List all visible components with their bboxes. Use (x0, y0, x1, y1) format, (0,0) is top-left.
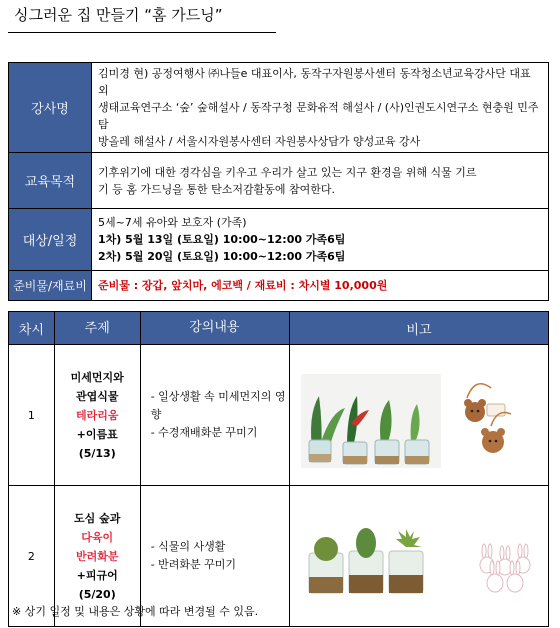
supplies-value: 준비물 : 장갑, 앞치마, 에코백 / 재료비 : 차시별 10,000원 (92, 271, 549, 301)
page-title: 싱그러운 집 만들기 “홈 가드닝” (14, 6, 223, 24)
succulent-photo (291, 487, 547, 625)
session-topic: 도심 숲과 다육이 반려화분 +피규어 (5/20) (54, 486, 140, 627)
session-photo-cell (289, 486, 548, 627)
session-photo-cell (289, 345, 548, 486)
schedule-table (8, 311, 549, 627)
purpose-value: 기후위기에 대한 경각심을 키우고 우리가 살고 있는 지구 환경을 위해 식물 기르 기 등 홈 가드닝을 통한 탄소저감활동에 참여한다. (92, 153, 549, 209)
col-header-content: 강의내용 (140, 312, 289, 345)
session-content: - 일상생활 속 미세먼지의 영향 - 수경재배화분 꾸미기 (140, 345, 289, 486)
table-row (9, 345, 549, 486)
session-topic: 미세먼지와 관엽식물 테라리움 +이름표 (5/13) (54, 345, 140, 486)
session-number: 2 (9, 486, 55, 627)
col-header-topic: 주제 (54, 312, 140, 345)
session-content: - 식물의 사생활 - 반려화분 꾸미기 (140, 486, 289, 627)
col-header-remarks: 비고 (289, 312, 548, 345)
terrarium-photo (291, 346, 547, 484)
session-number: 1 (9, 345, 55, 486)
target-header: 대상/일정 (9, 209, 92, 271)
footnote: ※ 상기 일정 및 내용은 상황에 따라 변경될 수 있음. (12, 605, 259, 618)
instructor-header: 강사명 (9, 63, 92, 153)
title-underline (8, 32, 276, 33)
col-header-session: 차시 (9, 312, 55, 345)
info-table (8, 62, 549, 301)
supplies-header: 준비물/재료비 (9, 271, 92, 301)
instructor-value: 김미경 현) 공정여행사 ㈜나들e 대표이사, 동작구자원봉사센터 동작청소년교육강사단 대표 외 생태교육연구소 ‘숲’ 숲해설사 / 동작구청 문화유적 해설사 / (사)인권도시연구소 현충원 민주탐 방올레 해설사 / 서울시자원봉사센터 자원봉사상담가 양성교육 강사 (92, 63, 549, 153)
purpose-header: 교육목적 (9, 153, 92, 209)
target-value: 5세~7세 유아와 보호자 (가족) 1차) 5월 13일 (토요일) 10:00~12:00 가족6팀 2차) 5월 20일 (토요일) 10:00~12:00 가족6팀 (92, 209, 549, 271)
